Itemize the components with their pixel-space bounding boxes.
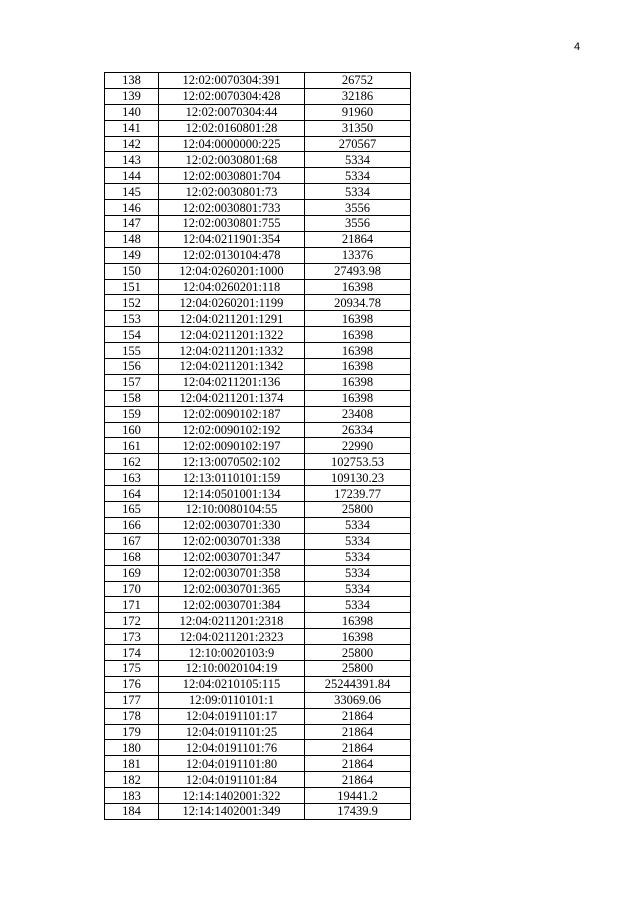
cadastral-number-cell: 12:02:0090102:192 [159,422,305,438]
row-number-cell: 181 [105,756,159,772]
row-number-cell: 179 [105,724,159,740]
cadastral-number-cell: 12:02:0070304:428 [159,88,305,104]
table-row [105,231,411,247]
row-number-cell: 175 [105,660,159,676]
table-row [105,724,411,740]
value-cell: 20934.78 [305,295,411,311]
table-row [105,406,411,422]
table-row [105,88,411,104]
row-number-cell: 156 [105,359,159,375]
row-number-cell: 169 [105,565,159,581]
table-row [105,311,411,327]
table-row [105,549,411,565]
row-number-cell: 163 [105,470,159,486]
row-number-cell: 180 [105,740,159,756]
cadastral-number-cell: 12:10:0020103:9 [159,645,305,661]
table-row [105,184,411,200]
row-number-cell: 170 [105,581,159,597]
value-cell: 26334 [305,422,411,438]
cadastral-number-cell: 12:04:0000000:225 [159,136,305,152]
row-number-cell: 171 [105,597,159,613]
value-cell: 17239.77 [305,486,411,502]
cadastral-number-cell: 12:04:0191101:17 [159,708,305,724]
value-cell: 25244391.84 [305,676,411,692]
row-number-cell: 159 [105,406,159,422]
table-row [105,470,411,486]
cadastral-table [104,72,411,820]
row-number-cell: 184 [105,803,159,819]
cadastral-number-cell: 12:04:0191101:76 [159,740,305,756]
value-cell: 16398 [305,343,411,359]
value-cell: 270567 [305,136,411,152]
table-row [105,120,411,136]
cadastral-number-cell: 12:10:0080104:55 [159,502,305,518]
row-number-cell: 151 [105,279,159,295]
table-row [105,486,411,502]
cadastral-number-cell: 12:04:0191101:25 [159,724,305,740]
row-number-cell: 174 [105,645,159,661]
row-number-cell: 161 [105,438,159,454]
row-number-cell: 142 [105,136,159,152]
cadastral-number-cell: 12:04:0191101:84 [159,772,305,788]
table-row [105,788,411,804]
row-number-cell: 176 [105,676,159,692]
cadastral-number-cell: 12:04:0211201:1374 [159,390,305,406]
table-row [105,581,411,597]
row-number-cell: 178 [105,708,159,724]
value-cell: 21864 [305,231,411,247]
value-cell: 5334 [305,565,411,581]
value-cell: 5334 [305,581,411,597]
table-row [105,390,411,406]
cadastral-number-cell: 12:04:0211901:354 [159,231,305,247]
table-row [105,565,411,581]
cadastral-number-cell: 12:02:0030801:704 [159,168,305,184]
table-row [105,803,411,819]
table-row [105,597,411,613]
cadastral-number-cell: 12:02:0160801:28 [159,120,305,136]
table-row [105,708,411,724]
row-number-cell: 160 [105,422,159,438]
value-cell: 91960 [305,104,411,120]
table-row [105,629,411,645]
row-number-cell: 166 [105,517,159,533]
value-cell: 102753.53 [305,454,411,470]
table-row [105,454,411,470]
cadastral-number-cell: 12:14:1402001:349 [159,803,305,819]
table-row [105,359,411,375]
value-cell: 16398 [305,613,411,629]
cadastral-number-cell: 12:04:0211201:1291 [159,311,305,327]
cadastral-number-cell: 12:02:0030701:330 [159,517,305,533]
value-cell: 25800 [305,645,411,661]
table-row [105,374,411,390]
table-row [105,517,411,533]
value-cell: 109130.23 [305,470,411,486]
cadastral-number-cell: 12:02:0030701:338 [159,533,305,549]
table-row [105,200,411,216]
table-row [105,676,411,692]
row-number-cell: 177 [105,692,159,708]
table-row [105,772,411,788]
value-cell: 16398 [305,629,411,645]
row-number-cell: 154 [105,327,159,343]
row-number-cell: 138 [105,73,159,89]
cadastral-number-cell: 12:14:1402001:322 [159,788,305,804]
row-number-cell: 162 [105,454,159,470]
table-row [105,438,411,454]
cadastral-number-cell: 12:04:0260201:1000 [159,263,305,279]
row-number-cell: 155 [105,343,159,359]
cadastral-number-cell: 12:13:0070502:102 [159,454,305,470]
value-cell: 31350 [305,120,411,136]
cadastral-number-cell: 12:02:0030801:755 [159,216,305,232]
table-body [105,73,411,820]
cadastral-number-cell: 12:02:0070304:391 [159,73,305,89]
table-row [105,295,411,311]
cadastral-number-cell: 12:02:0030701:365 [159,581,305,597]
row-number-cell: 148 [105,231,159,247]
table-row [105,73,411,89]
row-number-cell: 165 [105,502,159,518]
row-number-cell: 144 [105,168,159,184]
row-number-cell: 168 [105,549,159,565]
table-row [105,422,411,438]
cadastral-number-cell: 12:04:0260201:118 [159,279,305,295]
value-cell: 5334 [305,597,411,613]
value-cell: 3556 [305,200,411,216]
row-number-cell: 167 [105,533,159,549]
row-number-cell: 183 [105,788,159,804]
cadastral-number-cell: 12:04:0260201:1199 [159,295,305,311]
table-row [105,692,411,708]
row-number-cell: 173 [105,629,159,645]
cadastral-number-cell: 12:04:0211201:2318 [159,613,305,629]
row-number-cell: 158 [105,390,159,406]
table-row [105,660,411,676]
value-cell: 19441.2 [305,788,411,804]
value-cell: 22990 [305,438,411,454]
row-number-cell: 157 [105,374,159,390]
value-cell: 16398 [305,359,411,375]
value-cell: 5334 [305,517,411,533]
cadastral-number-cell: 12:14:0501001:134 [159,486,305,502]
cadastral-number-cell: 12:04:0191101:80 [159,756,305,772]
table-row [105,645,411,661]
value-cell: 27493.98 [305,263,411,279]
cadastral-number-cell: 12:02:0030801:733 [159,200,305,216]
table-row [105,168,411,184]
value-cell: 16398 [305,311,411,327]
table-row [105,152,411,168]
value-cell: 32186 [305,88,411,104]
cadastral-number-cell: 12:04:0211201:2323 [159,629,305,645]
cadastral-number-cell: 12:02:0070304:44 [159,104,305,120]
cadastral-number-cell: 12:02:0090102:197 [159,438,305,454]
value-cell: 13376 [305,247,411,263]
row-number-cell: 145 [105,184,159,200]
cadastral-number-cell: 12:04:0211201:1322 [159,327,305,343]
row-number-cell: 146 [105,200,159,216]
table-row [105,613,411,629]
row-number-cell: 150 [105,263,159,279]
value-cell: 25800 [305,660,411,676]
row-number-cell: 172 [105,613,159,629]
value-cell: 23408 [305,406,411,422]
row-number-cell: 141 [105,120,159,136]
value-cell: 26752 [305,73,411,89]
cadastral-number-cell: 12:09:0110101:1 [159,692,305,708]
value-cell: 21864 [305,740,411,756]
cadastral-number-cell: 12:04:0211201:136 [159,374,305,390]
value-cell: 21864 [305,772,411,788]
row-number-cell: 164 [105,486,159,502]
row-number-cell: 152 [105,295,159,311]
cadastral-number-cell: 12:02:0030701:358 [159,565,305,581]
value-cell: 33069.06 [305,692,411,708]
row-number-cell: 147 [105,216,159,232]
value-cell: 5334 [305,549,411,565]
cadastral-number-cell: 12:02:0030701:347 [159,549,305,565]
cadastral-number-cell: 12:02:0030801:73 [159,184,305,200]
row-number-cell: 140 [105,104,159,120]
row-number-cell: 143 [105,152,159,168]
table-row [105,104,411,120]
row-number-cell: 153 [105,311,159,327]
table-row [105,740,411,756]
value-cell: 5334 [305,152,411,168]
cadastral-number-cell: 12:02:0130104:478 [159,247,305,263]
cadastral-number-cell: 12:04:0211201:1342 [159,359,305,375]
table-row [105,263,411,279]
cadastral-number-cell: 12:02:0090102:187 [159,406,305,422]
value-cell: 17439.9 [305,803,411,819]
cadastral-number-cell: 12:10:0020104:19 [159,660,305,676]
table-row [105,136,411,152]
value-cell: 16398 [305,279,411,295]
table-row [105,533,411,549]
value-cell: 3556 [305,216,411,232]
table-row [105,279,411,295]
value-cell: 16398 [305,327,411,343]
table-row [105,756,411,772]
row-number-cell: 182 [105,772,159,788]
table-row [105,216,411,232]
value-cell: 21864 [305,708,411,724]
row-number-cell: 149 [105,247,159,263]
cadastral-number-cell: 12:04:0211201:1332 [159,343,305,359]
table-row [105,327,411,343]
value-cell: 5334 [305,184,411,200]
cadastral-number-cell: 12:02:0030701:384 [159,597,305,613]
value-cell: 16398 [305,374,411,390]
table-row [105,502,411,518]
cadastral-number-cell: 12:02:0030801:68 [159,152,305,168]
cadastral-number-cell: 12:04:0210105:115 [159,676,305,692]
cadastral-number-cell: 12:13:0110101:159 [159,470,305,486]
page-number: 4 [574,41,581,53]
table-row [105,247,411,263]
table-row [105,343,411,359]
value-cell: 5334 [305,533,411,549]
value-cell: 21864 [305,724,411,740]
value-cell: 5334 [305,168,411,184]
value-cell: 21864 [305,756,411,772]
value-cell: 16398 [305,390,411,406]
row-number-cell: 139 [105,88,159,104]
value-cell: 25800 [305,502,411,518]
